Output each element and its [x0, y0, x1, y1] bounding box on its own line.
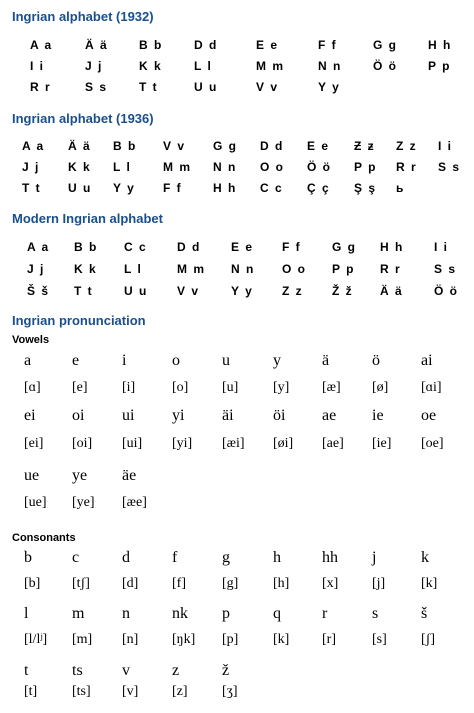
alphabet-1936-letter: Ç ç [307, 181, 331, 195]
alphabet-1936-letter: Ƶ ƶ [354, 139, 376, 153]
alphabet-1936-letter: P p [354, 160, 377, 174]
alphabet-1932-letter: L l [194, 59, 213, 73]
vowel-letter: ö [372, 352, 380, 369]
alphabet-1936-letter: D d [260, 139, 284, 153]
modern-alphabet-letter: C c [124, 240, 148, 254]
vowel-ipa: [oi] [72, 436, 93, 451]
alphabet-1936-letter: Z z [396, 139, 418, 153]
vowel-letter: ai [421, 352, 433, 369]
consonant-letter: nk [172, 605, 188, 622]
alphabet-1932-letter: E e [256, 38, 279, 52]
vowel-ipa: [yi] [172, 436, 193, 451]
alphabet-1936-letter: H h [213, 181, 237, 195]
consonant-ipa: [x] [322, 576, 339, 591]
alphabet-1936-letter: M m [163, 160, 192, 174]
vowel-letter: y [273, 352, 281, 369]
vowel-ipa: [æe] [122, 495, 147, 510]
alphabet-1932-letter: F f [318, 38, 338, 52]
modern-alphabet-letter: Ä ä [380, 284, 404, 298]
alphabet-1932-letter: A a [30, 38, 53, 52]
modern-alphabet-letter: T t [74, 284, 94, 298]
consonant-ipa: [z] [172, 684, 188, 699]
consonants-label: Consonants [12, 532, 76, 544]
vowel-ipa: [ɑ] [24, 380, 41, 395]
consonant-letter: ž [222, 662, 230, 679]
heading-alphabet-1936: Ingrian alphabet (1936) [12, 111, 154, 126]
vowel-ipa: [u] [222, 380, 239, 395]
consonant-ipa: [ʒ] [222, 684, 238, 699]
modern-alphabet-letter: F f [282, 240, 302, 254]
consonant-ipa: [n] [122, 632, 139, 647]
vowel-letter: ue [24, 467, 40, 484]
consonant-ipa: [j] [372, 576, 386, 591]
alphabet-1932-letter: G g [373, 38, 398, 52]
consonant-letter: h [273, 549, 281, 566]
consonant-letter: j [372, 549, 377, 566]
alphabet-1932-letter: H h [428, 38, 452, 52]
alphabet-1932-letter: V v [256, 80, 279, 94]
modern-alphabet-letter: P p [332, 262, 355, 276]
vowel-letter: u [222, 352, 230, 369]
consonant-letter: q [273, 605, 281, 622]
alphabet-1936-letter: V v [163, 139, 186, 153]
heading-alphabet-1932: Ingrian alphabet (1932) [12, 9, 154, 24]
vowels-label: Vowels [12, 334, 50, 346]
consonant-ipa: [f] [172, 576, 186, 591]
alphabet-1936-letter: K k [68, 160, 92, 174]
alphabet-1932-letter: J j [85, 59, 103, 73]
alphabet-1932-letter: M m [256, 59, 285, 73]
consonant-letter: t [24, 662, 29, 679]
consonant-letter: l [24, 605, 29, 622]
consonant-letter: ts [72, 662, 83, 679]
modern-alphabet-letter: D d [177, 240, 201, 254]
vowel-ipa: [ue] [24, 495, 47, 510]
alphabet-1932-letter: K k [139, 59, 163, 73]
modern-alphabet-letter: B b [74, 240, 98, 254]
modern-alphabet-letter: E e [231, 240, 254, 254]
consonant-letter: n [122, 605, 130, 622]
vowel-ipa: [æi] [222, 436, 245, 451]
vowel-ipa: [ɑi] [421, 380, 442, 395]
heading-pronunciation: Ingrian pronunciation [12, 313, 146, 328]
modern-alphabet-letter: G g [332, 240, 357, 254]
vowel-letter: ä [322, 352, 330, 369]
alphabet-1936-letter: ь [396, 181, 405, 195]
vowel-letter: äe [122, 467, 137, 484]
alphabet-1932-letter: Y y [318, 80, 341, 94]
consonant-letter: š [421, 605, 428, 622]
alphabet-1936-letter: I i [438, 139, 453, 153]
vowel-ipa: [i] [122, 380, 136, 395]
vowel-ipa: [ie] [372, 436, 392, 451]
vowel-letter: oe [421, 407, 437, 424]
consonant-letter: c [72, 549, 80, 566]
alphabet-1936-letter: O o [260, 160, 285, 174]
vowel-letter: oi [72, 407, 85, 424]
consonant-ipa: [p] [222, 632, 239, 647]
modern-alphabet-letter: Y y [231, 284, 254, 298]
vowel-letter: ui [122, 407, 135, 424]
consonant-ipa: [v] [122, 684, 139, 699]
consonant-letter: m [72, 605, 85, 622]
consonant-ipa: [b] [24, 576, 41, 591]
alphabet-1932-letter: D d [194, 38, 218, 52]
modern-alphabet-letter: I i [434, 240, 449, 254]
consonant-letter: z [172, 662, 180, 679]
alphabet-1936-letter: U u [68, 181, 92, 195]
vowel-letter: ae [322, 407, 337, 424]
vowel-letter: äi [222, 407, 234, 424]
consonant-ipa: [tʃ] [72, 576, 90, 591]
vowel-ipa: [ae] [322, 436, 344, 451]
consonant-ipa: [k] [273, 632, 290, 647]
alphabet-1936-letter: L l [113, 160, 132, 174]
vowel-ipa: [ui] [122, 436, 143, 451]
vowel-ipa: [øi] [273, 436, 294, 451]
consonant-ipa: [m] [72, 632, 93, 647]
modern-alphabet-letter: H h [380, 240, 404, 254]
alphabet-1932-letter: B b [139, 38, 163, 52]
alphabet-1932-letter: I i [30, 59, 45, 73]
alphabet-1936-letter: A a [22, 139, 45, 153]
modern-alphabet-letter: Ö ö [434, 284, 459, 298]
modern-alphabet-letter: Z z [282, 284, 304, 298]
alphabet-1936-letter: E e [307, 139, 330, 153]
vowel-ipa: [y] [273, 380, 290, 395]
vowel-ipa: [oe] [421, 436, 444, 451]
heading-modern-alphabet: Modern Ingrian alphabet [12, 211, 163, 226]
alphabet-1936-letter: S s [438, 160, 461, 174]
alphabet-1932-letter: Ä ä [85, 38, 109, 52]
consonant-ipa: [ŋk] [172, 632, 196, 647]
consonant-letter: k [421, 549, 429, 566]
alphabet-1936-letter: F f [163, 181, 183, 195]
alphabet-1932-letter: P p [428, 59, 451, 73]
consonant-ipa: [t] [24, 684, 38, 699]
vowel-ipa: [ye] [72, 495, 95, 510]
modern-alphabet-letter: S s [434, 262, 457, 276]
consonant-ipa: [s] [372, 632, 387, 647]
alphabet-1932-letter: R r [30, 80, 52, 94]
alphabet-1936-letter: C c [260, 181, 284, 195]
vowel-ipa: [æ] [322, 380, 341, 395]
vowel-letter: i [122, 352, 127, 369]
modern-alphabet-letter: M m [177, 262, 206, 276]
alphabet-1936-letter: Ö ö [307, 160, 332, 174]
vowel-ipa: [o] [172, 380, 189, 395]
consonant-ipa: [g] [222, 576, 239, 591]
consonant-ipa: [l/lʲ] [24, 632, 48, 647]
consonant-letter: v [122, 662, 130, 679]
modern-alphabet-letter: Š š [27, 284, 50, 298]
modern-alphabet-letter: A a [27, 240, 50, 254]
modern-alphabet-letter: R r [380, 262, 402, 276]
vowel-letter: ei [24, 407, 36, 424]
modern-alphabet-letter: N n [231, 262, 255, 276]
modern-alphabet-letter: J j [27, 262, 45, 276]
alphabet-1936-letter: Ä ä [68, 139, 92, 153]
consonant-ipa: [k] [421, 576, 438, 591]
modern-alphabet-letter: K k [74, 262, 98, 276]
consonant-letter: d [122, 549, 130, 566]
consonant-letter: b [24, 549, 32, 566]
alphabet-1932-letter: T t [139, 80, 159, 94]
vowel-letter: ye [72, 467, 88, 484]
vowel-ipa: [e] [72, 380, 88, 395]
vowel-letter: e [72, 352, 80, 369]
vowel-ipa: [ø] [372, 380, 389, 395]
consonant-ipa: [ts] [72, 684, 91, 699]
consonant-ipa: [r] [322, 632, 336, 647]
alphabet-1936-letter: T t [22, 181, 42, 195]
alphabet-1936-letter: Ş ş [354, 181, 377, 195]
consonant-letter: f [172, 549, 178, 566]
vowel-letter: yi [172, 407, 185, 424]
vowel-letter: öi [273, 407, 286, 424]
vowel-letter: o [172, 352, 180, 369]
consonant-letter: g [222, 549, 230, 566]
vowel-letter: a [24, 352, 32, 369]
alphabet-1936-letter: Y y [113, 181, 136, 195]
vowel-letter: ie [372, 407, 384, 424]
modern-alphabet-letter: O o [282, 262, 307, 276]
alphabet-1932-letter: S s [85, 80, 108, 94]
modern-alphabet-letter: U u [124, 284, 148, 298]
modern-alphabet-letter: Ž ž [332, 284, 354, 298]
alphabet-1932-letter: Ö ö [373, 59, 398, 73]
alphabet-1936-letter: B b [113, 139, 137, 153]
consonant-letter: hh [322, 549, 338, 566]
consonant-letter: s [372, 605, 379, 622]
consonant-ipa: [d] [122, 576, 139, 591]
modern-alphabet-letter: V v [177, 284, 200, 298]
consonant-ipa: [h] [273, 576, 290, 591]
alphabet-1936-letter: G g [213, 139, 238, 153]
alphabet-1932-letter: U u [194, 80, 218, 94]
vowel-ipa: [ei] [24, 436, 44, 451]
alphabet-1936-letter: J j [22, 160, 40, 174]
modern-alphabet-letter: L l [124, 262, 143, 276]
alphabet-1932-letter: N n [318, 59, 342, 73]
consonant-ipa: [ʃ] [421, 632, 435, 647]
alphabet-1936-letter: R r [396, 160, 418, 174]
alphabet-1936-letter: N n [213, 160, 237, 174]
consonant-letter: p [222, 605, 230, 622]
consonant-letter: r [322, 605, 328, 622]
